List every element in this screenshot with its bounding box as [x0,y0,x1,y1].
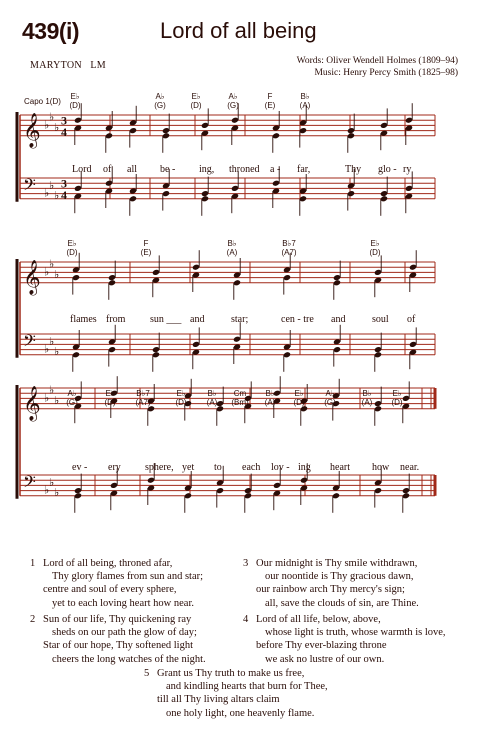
capo-chord-symbol: (A) [361,398,373,407]
verse-line: Lord of all life, below, above, [256,614,381,625]
lyric-syllable: and [331,314,346,325]
lyric-syllable: ing [298,462,311,473]
verse-line: one holy light, one heavenly flame. [166,707,315,719]
chord-symbol: E♭ [70,92,80,101]
hymn-number: 439(i) [22,18,80,44]
verse-line: centre and soul of every sphere, [43,584,177,596]
verse-line: and kindling hearts that burn for Thee, [166,681,328,693]
lyric-syllable: glo - [378,164,397,175]
music-credit: Music: Henry Percy Smith (1825–98) [314,68,458,78]
verse-line: Star of our hope, Thy softened light [43,640,193,652]
capo-chord-symbol: (A) [226,248,238,257]
lyric-syllable: yet [182,462,195,473]
lyric-syllable: how [372,462,390,473]
lyric-syllable: cen - tre [281,314,314,325]
capo-chord-symbol: (A) [299,101,311,110]
verse-line: Thy glory flames from sun and star; [52,571,204,583]
capo-chord-symbol: (D) [190,101,202,110]
lyric-syllable: ry [403,164,412,175]
capo-chord-symbol: (G) [324,398,336,407]
time-signature-bottom: 4 [61,124,67,139]
bass-clef-icon: 𝄢 [23,174,36,199]
capo-chord-symbol: (G) [227,101,239,110]
treble-clef-icon: 𝄞 [23,385,41,421]
capo-chord-symbol: (G) [66,398,78,407]
chord-symbol: A♭ [155,92,165,101]
chord-symbol: B♭ [362,389,372,398]
tune-name-text: MARYTON [30,60,82,71]
bass-staff [20,175,435,203]
bass-clef-icon: 𝄢 [23,330,36,355]
verse-line: yet to each loving heart how near. [52,597,194,609]
flat-icon: ♭ [54,486,60,500]
time-signature-top: 3 [61,176,67,191]
chord-symbol: A♭ [228,92,238,101]
lyric-syllable: sphere, [145,462,174,473]
flat-icon: ♭ [44,265,50,279]
capo-chord-symbol: (D) [369,248,381,257]
capo-chord-symbol: (D) [391,398,403,407]
capo-chord-symbol: (A7) [135,398,151,407]
lyric-syllable: lov - [271,462,290,473]
flat-icon: ♭ [49,257,55,271]
chord-symbol: B♭ [207,389,217,398]
verse-line: all, save the clouds of sin, are Thine. [265,597,419,609]
flat-icon: ♭ [44,342,50,356]
lyrics-row [72,462,419,473]
verse-number: 1 [30,558,36,569]
chord-symbol: A♭ [67,389,77,398]
lyric-syllable: near. [400,462,420,473]
flat-icon: ♭ [54,189,60,203]
flat-icon: ♭ [49,475,55,489]
lyric-syllable: to [214,462,222,473]
verse-line: before Thy ever-blazing throne [256,640,387,652]
chord-symbol: E♭ [67,239,77,248]
lyric-syllable: heart [330,462,350,473]
verse-number: 5 [144,668,150,679]
lyric-syllable: flames [70,314,97,325]
chord-symbol: B♭ [265,389,275,398]
hymn-title: Lord of all being [160,18,317,43]
tune-meter: LM [90,60,106,71]
verse-number: 3 [243,558,249,569]
capo-chord-symbol: (D) [175,398,187,407]
verse-number: 2 [30,614,36,625]
verse-line: our rainbow arch Thy mercy's sign; [256,584,405,596]
time-signature-top: 3 [61,113,67,128]
chord-symbol: E♭ [392,389,402,398]
chord-symbol: E♭ [294,389,304,398]
verse-3 [243,557,419,610]
lyric-syllable: a - [270,164,281,175]
lyric-syllable: Thy [345,164,362,175]
lyric-syllable: sun ___ [150,314,182,325]
verse-5 [144,667,328,720]
lyric-syllable: soul [372,314,389,325]
system-3 [17,376,435,513]
verse-1 [30,557,204,610]
verse-2 [30,613,206,666]
capo-chord-symbol: (A) [206,398,218,407]
chord-row [66,239,380,257]
treble-clef-icon: 𝄞 [23,112,41,148]
chord-symbol: B♭ [227,239,237,248]
lyric-syllable: ev - [72,462,88,473]
lyric-syllable: of [407,314,416,325]
flat-icon: ♭ [54,394,60,407]
treble-staff [20,384,435,422]
bass-clef-icon: 𝄢 [23,471,36,496]
system-1 [17,92,435,216]
treble-staff [20,258,435,296]
capo-chord-symbol: (A7) [281,248,297,257]
verse-line: Grant us Thy truth to make us free, [157,668,305,679]
chord-symbol: F [267,92,273,101]
flat-icon: ♭ [54,121,60,134]
flat-icon: ♭ [44,483,50,497]
capo-chord-symbol: (Bm) [231,398,249,407]
flat-icon: ♭ [49,178,55,192]
lyric-syllable: Lord [72,164,92,175]
flat-icon: ♭ [44,118,50,132]
flat-icon: ♭ [44,391,50,405]
lyric-syllable: far, [297,164,311,175]
verse-4 [243,613,446,666]
capo-chord-symbol: (D) [69,101,81,110]
system-2 [17,239,435,372]
flat-icon: ♭ [49,334,55,348]
chord-symbol: E♭ [105,389,115,398]
flat-icon: ♭ [49,110,55,124]
flat-icon: ♭ [54,268,60,281]
lyric-syllable: ing, [199,164,215,175]
chord-row [69,92,310,110]
treble-staff [20,111,435,149]
verse-line: cheers the long watches of the night. [52,653,206,665]
chord-symbol: E♭ [191,92,201,101]
chord-symbol: Cm [233,389,247,398]
chord-symbol: B♭ [300,92,310,101]
lyric-syllable: be - [160,164,176,175]
capo-chord-symbol: (A) [264,398,276,407]
lyric-syllable: throned [229,164,260,175]
treble-clef-icon: 𝄞 [23,259,41,295]
flat-icon: ♭ [54,345,60,359]
chord-symbol: E♭ [176,389,186,398]
lyric-syllable: from [106,314,126,325]
capo-note: Capo 1(D) [24,97,61,106]
time-signature-bottom: 4 [61,187,67,202]
verse-number: 4 [243,614,249,625]
capo-chord-symbol: (D) [293,398,305,407]
capo-chord-symbol: (D) [66,248,78,257]
lyric-syllable: ery [108,462,121,473]
bass-staff [20,472,435,500]
verse-line: we ask no lustre of our own. [265,653,385,665]
lyric-syllable: each [242,462,261,473]
verse-line: our noontide is Thy gracious dawn, [265,571,414,583]
chord-symbol: F [143,239,149,248]
capo-chord-symbol: (E) [140,248,152,257]
lyric-syllable: of [103,164,112,175]
flat-icon: ♭ [49,383,55,397]
lyric-syllable: star; [231,314,249,325]
capo-chord-symbol: (D) [104,398,116,407]
words-credit: Words: Oliver Wendell Holmes (1809–94) [296,56,458,66]
lyrics-row [72,164,411,175]
lyric-syllable: all [127,164,137,175]
chord-symbol: A♭ [325,389,335,398]
chord-symbol: B♭7 [282,239,296,248]
chord-symbol: B♭7 [136,389,150,398]
lyric-syllable: and [190,314,205,325]
verse-line: sheds on our path the glow of day; [52,627,197,639]
capo-chord-symbol: (E) [264,101,276,110]
capo-chord-symbol: (G) [154,101,166,110]
verse-line: till all Thy living altars claim [157,694,280,706]
verse-line: Sun of our life, Thy quickening ray [43,614,192,625]
verse-line: Lord of all being, throned afar, [43,558,173,569]
verse-line: Our midnight is Thy smile withdrawn, [256,558,418,569]
flat-icon: ♭ [44,186,50,200]
chord-symbol: E♭ [370,239,380,248]
bass-staff [20,331,435,359]
verse-line: whose light is truth, whose warmth is love, [265,627,446,639]
lyrics-row [70,314,416,325]
